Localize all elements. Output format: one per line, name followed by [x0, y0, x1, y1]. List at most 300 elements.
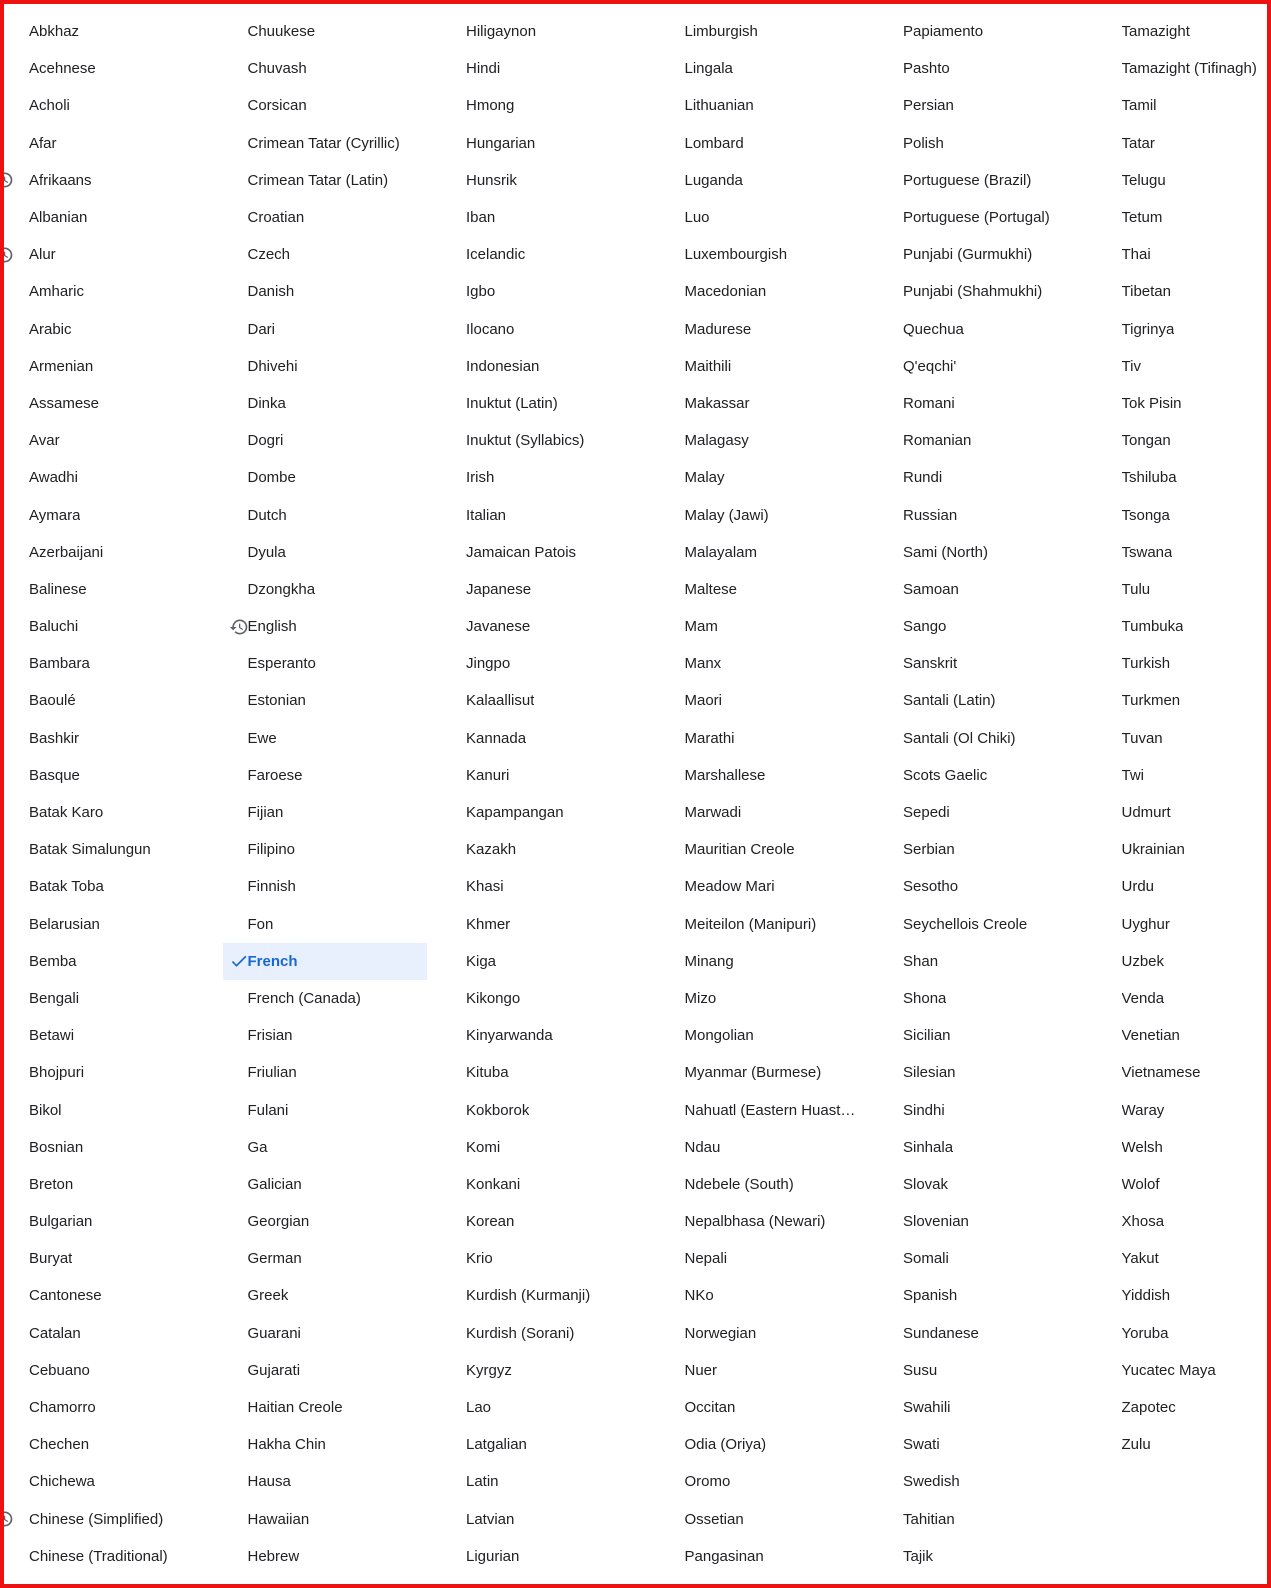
language-option-latgalian[interactable] — [441, 1426, 660, 1463]
language-option-ewe[interactable] — [223, 720, 442, 757]
language-option-belarusian[interactable] — [4, 906, 223, 943]
language-option-latvian[interactable] — [441, 1501, 660, 1538]
language-option-rundi[interactable] — [878, 459, 1097, 496]
language-label: French (Canada) — [247, 989, 361, 1007]
language-option-luxembourgish[interactable] — [660, 236, 879, 273]
language-label: Twi — [1121, 766, 1144, 784]
language-option-uzbek[interactable] — [1097, 943, 1271, 980]
language-option-kurdish-sorani[interactable] — [441, 1315, 660, 1352]
language-option-samoan[interactable] — [878, 571, 1097, 608]
language-option-scots-gaelic[interactable] — [878, 757, 1097, 794]
language-option-telugu[interactable] — [1097, 162, 1271, 199]
language-label: Kikongo — [466, 989, 521, 1007]
language-option-tulu[interactable] — [1097, 571, 1271, 608]
language-option-dutch[interactable] — [223, 496, 442, 533]
language-option-urdu[interactable] — [1097, 868, 1271, 905]
language-option-tiv[interactable] — [1097, 348, 1271, 385]
language-option-cantonese[interactable] — [4, 1277, 223, 1314]
language-option-zapotec[interactable] — [1097, 1389, 1271, 1426]
language-option-chinese-traditional[interactable] — [4, 1538, 223, 1575]
language-option-tshiluba[interactable] — [1097, 459, 1271, 496]
language-option-waray[interactable] — [1097, 1091, 1271, 1128]
language-option-bashkir[interactable] — [4, 720, 223, 757]
language-option-hausa[interactable] — [223, 1463, 442, 1500]
language-option-tigrinya[interactable] — [1097, 311, 1271, 348]
language-option-turkish[interactable] — [1097, 645, 1271, 682]
language-option-tatar[interactable] — [1097, 125, 1271, 162]
language-option-bosnian[interactable] — [4, 1129, 223, 1166]
language-option-twi[interactable] — [1097, 757, 1271, 794]
language-option-occitan[interactable] — [660, 1389, 879, 1426]
language-option-zulu[interactable] — [1097, 1426, 1271, 1463]
language-option-catalan[interactable] — [4, 1315, 223, 1352]
language-label: Zapotec — [1121, 1399, 1176, 1417]
language-option-kapampangan[interactable] — [441, 794, 660, 831]
language-label: Amharic — [29, 283, 85, 301]
language-option-maithili[interactable] — [660, 348, 879, 385]
language-option-marathi[interactable] — [660, 720, 879, 757]
language-label: Limburgish — [684, 23, 758, 41]
language-option-macedonian[interactable] — [660, 273, 879, 310]
language-option-norwegian[interactable] — [660, 1315, 879, 1352]
language-option-yucatec-maya[interactable] — [1097, 1352, 1271, 1389]
language-option-dzongkha[interactable] — [223, 571, 442, 608]
language-option-acehnese[interactable] — [4, 50, 223, 87]
language-option-chinese-simplified[interactable] — [4, 1501, 223, 1538]
language-option-marshallese[interactable] — [660, 757, 879, 794]
language-label: Esperanto — [247, 655, 316, 673]
language-option-dombe[interactable] — [223, 459, 442, 496]
language-option-pashto[interactable] — [878, 50, 1097, 87]
language-option-crimean-tatar-latin[interactable] — [223, 162, 442, 199]
language-label: Ligurian — [466, 1547, 520, 1565]
language-option-yoruba[interactable] — [1097, 1315, 1271, 1352]
language-option-hunsrik[interactable] — [441, 162, 660, 199]
language-option-khasi[interactable] — [441, 868, 660, 905]
language-option-luganda[interactable] — [660, 162, 879, 199]
language-option-romani[interactable] — [878, 385, 1097, 422]
language-option-german[interactable] — [223, 1240, 442, 1277]
language-label: Pashto — [903, 60, 950, 78]
language-label: Bemba — [29, 952, 77, 970]
language-option-sinhala[interactable] — [878, 1129, 1097, 1166]
language-option-sanskrit[interactable] — [878, 645, 1097, 682]
language-option-ilocano[interactable] — [441, 311, 660, 348]
language-option-chamorro[interactable] — [4, 1389, 223, 1426]
language-option-makassar[interactable] — [660, 385, 879, 422]
language-label: Azerbaijani — [29, 543, 104, 561]
language-label: Latvian — [466, 1510, 515, 1528]
language-option-awadhi[interactable] — [4, 459, 223, 496]
language-option-malay[interactable] — [660, 459, 879, 496]
language-option-pangasinan[interactable] — [660, 1538, 879, 1575]
language-column-1 — [4, 13, 223, 1575]
language-option-udmurt[interactable] — [1097, 794, 1271, 831]
language-option-tsonga[interactable] — [1097, 496, 1271, 533]
language-option-myanmar-burmese[interactable] — [660, 1054, 879, 1091]
language-label: Jingpo — [466, 655, 511, 673]
language-option-russian[interactable] — [878, 496, 1097, 533]
language-label: Chuvash — [247, 60, 307, 78]
language-label: Kanuri — [466, 766, 510, 784]
language-option-albanian[interactable] — [4, 199, 223, 236]
language-option-baluchi[interactable] — [4, 608, 223, 645]
language-label: Luganda — [684, 171, 743, 189]
language-option-nepali[interactable] — [660, 1240, 879, 1277]
language-option-papiamento[interactable] — [878, 13, 1097, 50]
language-option-assamese[interactable] — [4, 385, 223, 422]
language-option-komi[interactable] — [441, 1129, 660, 1166]
language-option-wolof[interactable] — [1097, 1166, 1271, 1203]
language-option-kiga[interactable] — [441, 943, 660, 980]
language-option-vietnamese[interactable] — [1097, 1054, 1271, 1091]
language-option-mam[interactable] — [660, 608, 879, 645]
language-option-mauritian-creole[interactable] — [660, 831, 879, 868]
language-label: Inuktut (Syllabics) — [466, 432, 585, 450]
language-option-balinese[interactable] — [4, 571, 223, 608]
language-option-estonian[interactable] — [223, 682, 442, 719]
language-option-nepalbhasa-newari[interactable] — [660, 1203, 879, 1240]
language-option-batak-karo[interactable] — [4, 794, 223, 831]
language-option-jamaican-patois[interactable] — [441, 534, 660, 571]
language-option-dari[interactable] — [223, 311, 442, 348]
language-option-kokborok[interactable] — [441, 1091, 660, 1128]
language-option-slovak[interactable] — [878, 1166, 1097, 1203]
language-label: Kinyarwanda — [466, 1027, 553, 1045]
language-option-minang[interactable] — [660, 943, 879, 980]
language-label: Maltese — [684, 580, 738, 598]
language-option-odia-oriya[interactable] — [660, 1426, 879, 1463]
language-label: Hawaiian — [247, 1510, 310, 1528]
language-option-mongolian[interactable] — [660, 1017, 879, 1054]
language-option-greek[interactable] — [223, 1277, 442, 1314]
language-option-kurdish-kurmanji[interactable] — [441, 1277, 660, 1314]
language-option-igbo[interactable] — [441, 273, 660, 310]
language-option-fijian[interactable] — [223, 794, 442, 831]
language-option-iban[interactable] — [441, 199, 660, 236]
language-label: Awadhi — [29, 469, 78, 487]
language-option-crimean-tatar-cyrillic[interactable] — [223, 125, 442, 162]
language-option-dhivehi[interactable] — [223, 348, 442, 385]
language-option-chechen[interactable] — [4, 1426, 223, 1463]
language-option-french-canada[interactable] — [223, 980, 442, 1017]
language-option-slovenian[interactable] — [878, 1203, 1097, 1240]
language-option-malayalam[interactable] — [660, 534, 879, 571]
language-option-english[interactable] — [223, 608, 442, 645]
language-option-afrikaans[interactable] — [4, 162, 223, 199]
language-label: Ewe — [247, 729, 277, 747]
language-option-xhosa[interactable] — [1097, 1203, 1271, 1240]
language-option-hawaiian[interactable] — [223, 1501, 442, 1538]
language-option-lombard[interactable] — [660, 125, 879, 162]
language-option-hindi[interactable] — [441, 50, 660, 87]
language-option-q-eqchi[interactable] — [878, 348, 1097, 385]
language-option-nahuatl-eastern-huast[interactable] — [660, 1091, 879, 1128]
language-option-sepedi[interactable] — [878, 794, 1097, 831]
language-option-oromo[interactable] — [660, 1463, 879, 1500]
language-option-ukrainian[interactable] — [1097, 831, 1271, 868]
language-option-basque[interactable] — [4, 757, 223, 794]
language-option-hungarian[interactable] — [441, 125, 660, 162]
language-option-dogri[interactable] — [223, 422, 442, 459]
language-option-aymara[interactable] — [4, 496, 223, 533]
language-option-afar[interactable] — [4, 125, 223, 162]
language-option-nuer[interactable] — [660, 1352, 879, 1389]
language-option-chichewa[interactable] — [4, 1463, 223, 1500]
language-option-sango[interactable] — [878, 608, 1097, 645]
language-option-czech[interactable] — [223, 236, 442, 273]
language-label: Armenian — [29, 357, 94, 375]
language-label: Gujarati — [247, 1361, 301, 1379]
language-option-turkmen[interactable] — [1097, 682, 1271, 719]
language-option-romanian[interactable] — [878, 422, 1097, 459]
language-option-shona[interactable] — [878, 980, 1097, 1017]
language-option-swedish[interactable] — [878, 1463, 1097, 1500]
language-option-italian[interactable] — [441, 496, 660, 533]
language-option-kanuri[interactable] — [441, 757, 660, 794]
language-option-indonesian[interactable] — [441, 348, 660, 385]
language-label: Yakut — [1121, 1250, 1159, 1268]
language-label: Basque — [29, 766, 80, 784]
language-option-inuktut-syllabics[interactable] — [441, 422, 660, 459]
language-label: Lombard — [684, 134, 744, 152]
language-option-punjabi-shahmukhi[interactable] — [878, 273, 1097, 310]
language-option-batak-simalungun[interactable] — [4, 831, 223, 868]
language-option-punjabi-gurmukhi[interactable] — [878, 236, 1097, 273]
language-option-tamazight-tifinagh[interactable] — [1097, 50, 1271, 87]
language-option-kazakh[interactable] — [441, 831, 660, 868]
language-option-fon[interactable] — [223, 906, 442, 943]
language-option-bambara[interactable] — [4, 645, 223, 682]
language-option-faroese[interactable] — [223, 757, 442, 794]
language-label: Irish — [466, 469, 495, 487]
language-option-santali-ol-chiki[interactable] — [878, 720, 1097, 757]
language-option-icelandic[interactable] — [441, 236, 660, 273]
language-label: Quechua — [903, 320, 964, 338]
language-option-abkhaz[interactable] — [4, 13, 223, 50]
language-label: Ossetian — [684, 1510, 744, 1528]
language-option-uyghur[interactable] — [1097, 906, 1271, 943]
language-option-yiddish[interactable] — [1097, 1277, 1271, 1314]
language-option-korean[interactable] — [441, 1203, 660, 1240]
language-option-nko[interactable] — [660, 1277, 879, 1314]
language-option-silesian[interactable] — [878, 1054, 1097, 1091]
language-option-tibetan[interactable] — [1097, 273, 1271, 310]
language-option-hakha-chin[interactable] — [223, 1426, 442, 1463]
language-option-haitian-creole[interactable] — [223, 1389, 442, 1426]
language-option-malagasy[interactable] — [660, 422, 879, 459]
language-option-avar[interactable] — [4, 422, 223, 459]
language-option-kinyarwanda[interactable] — [441, 1017, 660, 1054]
language-label: Khmer — [466, 915, 511, 933]
language-option-hmong[interactable] — [441, 87, 660, 124]
language-option-betawi[interactable] — [4, 1017, 223, 1054]
language-option-sindhi[interactable] — [878, 1091, 1097, 1128]
language-option-susu[interactable] — [878, 1352, 1097, 1389]
language-option-tetum[interactable] — [1097, 199, 1271, 236]
language-option-alur[interactable] — [4, 236, 223, 273]
language-option-bhojpuri[interactable] — [4, 1054, 223, 1091]
language-label: Maori — [684, 692, 723, 710]
language-option-corsican[interactable] — [223, 87, 442, 124]
language-option-polish[interactable] — [878, 125, 1097, 162]
language-option-kikongo[interactable] — [441, 980, 660, 1017]
language-option-tamazight[interactable] — [1097, 13, 1271, 50]
language-option-gujarati[interactable] — [223, 1352, 442, 1389]
language-option-persian[interactable] — [878, 87, 1097, 124]
language-option-fulani[interactable] — [223, 1091, 442, 1128]
language-option-maltese[interactable] — [660, 571, 879, 608]
language-option-khmer[interactable] — [441, 906, 660, 943]
language-option-tamil[interactable] — [1097, 87, 1271, 124]
language-option-mizo[interactable] — [660, 980, 879, 1017]
language-option-chuvash[interactable] — [223, 50, 442, 87]
language-label: Hakha Chin — [247, 1436, 326, 1454]
language-option-azerbaijani[interactable] — [4, 534, 223, 571]
language-option-bikol[interactable] — [4, 1091, 223, 1128]
language-option-ndebele-south[interactable] — [660, 1166, 879, 1203]
language-option-malay-jawi[interactable] — [660, 496, 879, 533]
language-label: Tajik — [903, 1547, 934, 1565]
language-option-inuktut-latin[interactable] — [441, 385, 660, 422]
language-label: Chechen — [29, 1436, 90, 1454]
language-option-meadow-mari[interactable] — [660, 868, 879, 905]
language-option-portuguese-portugal[interactable] — [878, 199, 1097, 236]
language-option-tuvan[interactable] — [1097, 720, 1271, 757]
language-option-kyrgyz[interactable] — [441, 1352, 660, 1389]
language-option-irish[interactable] — [441, 459, 660, 496]
language-option-amharic[interactable] — [4, 273, 223, 310]
language-option-marwadi[interactable] — [660, 794, 879, 831]
language-option-sami-north[interactable] — [878, 534, 1097, 571]
language-option-dinka[interactable] — [223, 385, 442, 422]
language-option-kituba[interactable] — [441, 1054, 660, 1091]
language-option-friulian[interactable] — [223, 1054, 442, 1091]
language-option-croatian[interactable] — [223, 199, 442, 236]
language-option-venda[interactable] — [1097, 980, 1271, 1017]
language-option-georgian[interactable] — [223, 1203, 442, 1240]
language-option-filipino[interactable] — [223, 831, 442, 868]
language-option-serbian[interactable] — [878, 831, 1097, 868]
language-label: Hebrew — [247, 1547, 300, 1565]
language-label: Crimean Tatar (Latin) — [247, 171, 389, 189]
language-option-hebrew[interactable] — [223, 1538, 442, 1575]
language-option-ga[interactable] — [223, 1129, 442, 1166]
language-option-lao[interactable] — [441, 1389, 660, 1426]
language-label: Hungarian — [466, 134, 536, 152]
language-label: Lingala — [684, 60, 733, 78]
language-option-tahitian[interactable] — [878, 1501, 1097, 1538]
language-option-breton[interactable] — [4, 1166, 223, 1203]
language-label: Udmurt — [1121, 804, 1171, 822]
language-option-kannada[interactable] — [441, 720, 660, 757]
language-option-tswana[interactable] — [1097, 534, 1271, 571]
language-option-limburgish[interactable] — [660, 13, 879, 50]
language-option-frisian[interactable] — [223, 1017, 442, 1054]
language-option-madurese[interactable] — [660, 311, 879, 348]
language-option-acholi[interactable] — [4, 87, 223, 124]
language-option-lingala[interactable] — [660, 50, 879, 87]
language-option-jingpo[interactable] — [441, 645, 660, 682]
language-option-baoule[interactable] — [4, 682, 223, 719]
language-option-japanese[interactable] — [441, 571, 660, 608]
language-option-quechua[interactable] — [878, 311, 1097, 348]
language-option-welsh[interactable] — [1097, 1129, 1271, 1166]
language-option-finnish[interactable] — [223, 868, 442, 905]
language-label: Marshallese — [684, 766, 766, 784]
language-option-kalaallisut[interactable] — [441, 682, 660, 719]
language-option-thai[interactable] — [1097, 236, 1271, 273]
language-option-guarani[interactable] — [223, 1315, 442, 1352]
language-option-seychellois-creole[interactable] — [878, 906, 1097, 943]
language-option-chuukese[interactable] — [223, 13, 442, 50]
language-option-maori[interactable] — [660, 682, 879, 719]
language-option-ossetian[interactable] — [660, 1501, 879, 1538]
language-option-esperanto[interactable] — [223, 645, 442, 682]
language-label: Venetian — [1121, 1027, 1180, 1045]
language-option-meiteilon-manipuri[interactable] — [660, 906, 879, 943]
language-option-sesotho[interactable] — [878, 868, 1097, 905]
language-label: Hmong — [466, 97, 515, 115]
language-option-somali[interactable] — [878, 1240, 1097, 1277]
language-option-luo[interactable] — [660, 199, 879, 236]
language-label: Assamese — [29, 394, 100, 412]
language-option-lithuanian[interactable] — [660, 87, 879, 124]
language-option-sicilian[interactable] — [878, 1017, 1097, 1054]
language-option-swahili[interactable] — [878, 1389, 1097, 1426]
language-option-arabic[interactable] — [4, 311, 223, 348]
language-option-sundanese[interactable] — [878, 1315, 1097, 1352]
language-option-ligurian[interactable] — [441, 1538, 660, 1575]
language-option-dyula[interactable] — [223, 534, 442, 571]
language-label: Fon — [247, 915, 274, 933]
language-label: Malagasy — [684, 432, 749, 450]
language-option-danish[interactable] — [223, 273, 442, 310]
language-option-ndau[interactable] — [660, 1129, 879, 1166]
language-option-spanish[interactable] — [878, 1277, 1097, 1314]
language-label: Kazakh — [466, 841, 517, 859]
language-option-santali-latin[interactable] — [878, 682, 1097, 719]
language-option-cebuano[interactable] — [4, 1352, 223, 1389]
language-option-tajik[interactable] — [878, 1538, 1097, 1575]
language-option-bemba[interactable] — [4, 943, 223, 980]
language-label: Ndau — [684, 1138, 721, 1156]
language-option-tok-pisin[interactable] — [1097, 385, 1271, 422]
language-option-manx[interactable] — [660, 645, 879, 682]
language-option-hiligaynon[interactable] — [441, 13, 660, 50]
language-option-bengali[interactable] — [4, 980, 223, 1017]
language-option-shan[interactable] — [878, 943, 1097, 980]
language-option-latin[interactable] — [441, 1463, 660, 1500]
language-option-krio[interactable] — [441, 1240, 660, 1277]
language-option-tongan[interactable] — [1097, 422, 1271, 459]
language-option-javanese[interactable] — [441, 608, 660, 645]
language-option-batak-toba[interactable] — [4, 868, 223, 905]
language-option-swati[interactable] — [878, 1426, 1097, 1463]
language-option-french[interactable] — [223, 943, 428, 980]
language-option-konkani[interactable] — [441, 1166, 660, 1203]
language-option-yakut[interactable] — [1097, 1240, 1271, 1277]
language-option-armenian[interactable] — [4, 348, 223, 385]
language-option-galician[interactable] — [223, 1166, 442, 1203]
language-option-tumbuka[interactable] — [1097, 608, 1271, 645]
language-option-buryat[interactable] — [4, 1240, 223, 1277]
language-label: Zulu — [1121, 1436, 1151, 1454]
language-label: Waray — [1121, 1101, 1165, 1119]
language-option-bulgarian[interactable] — [4, 1203, 223, 1240]
language-option-portuguese-brazil[interactable] — [878, 162, 1097, 199]
language-option-venetian[interactable] — [1097, 1017, 1271, 1054]
